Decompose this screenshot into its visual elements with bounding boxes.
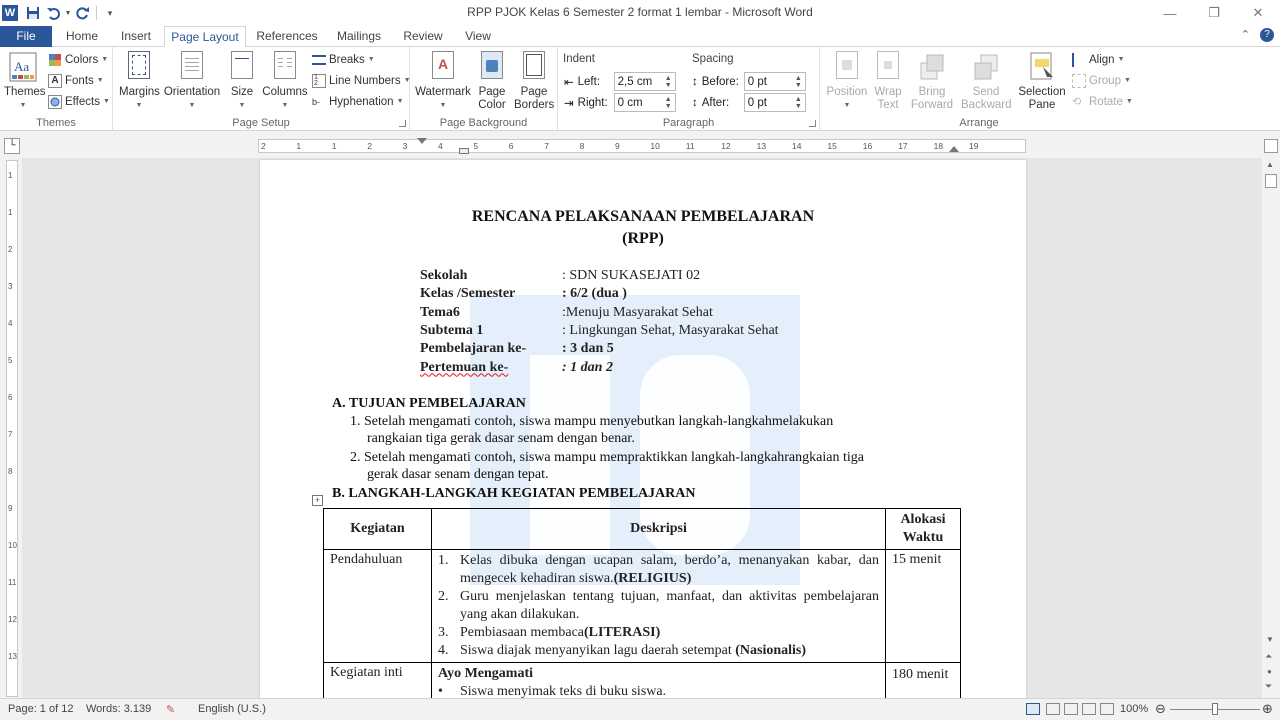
minimize-icon[interactable]: —: [1163, 5, 1177, 21]
size-button[interactable]: [225, 51, 259, 112]
list-item: [438, 683, 879, 698]
tab-references[interactable]: References: [256, 29, 318, 43]
fonts-caret-icon: ▼: [96, 77, 104, 84]
deskripsi-cell: [432, 663, 886, 699]
spacing-before-label: Before:: [701, 75, 739, 88]
ruler-number: 8: [579, 141, 585, 151]
margins-label: Margins: [119, 86, 160, 98]
indent-left-icon: ⇤: [564, 76, 574, 89]
help-icon[interactable]: ?: [1260, 28, 1274, 42]
effects-button[interactable]: [48, 93, 110, 111]
header-alokasi-waktu: Alokasi Waktu: [886, 509, 961, 550]
table-header-row: [324, 509, 961, 550]
page-setup-group: [113, 47, 410, 131]
first-line-indent-icon[interactable]: [417, 138, 427, 144]
ruler-number: 2: [261, 141, 266, 151]
document-page[interactable]: [260, 160, 1026, 698]
word-logo-icon[interactable]: W: [2, 5, 18, 21]
send-backward-label: Send Backward: [961, 86, 1012, 111]
ribbon-tabs: [0, 26, 1280, 47]
ruler-number: 14: [792, 141, 802, 151]
print-layout-view-icon[interactable]: [1026, 703, 1040, 715]
rotate-label: Rotate: [1089, 96, 1123, 108]
align-button[interactable]: [1072, 51, 1125, 69]
margins-button[interactable]: [119, 51, 159, 112]
ruler-number: 11: [685, 141, 695, 151]
watermark-button[interactable]: [414, 51, 472, 112]
rotate-caret-icon: ▼: [1125, 98, 1133, 105]
next-page-icon[interactable]: ⏷: [1265, 681, 1273, 691]
vertical-ruler-number: 11: [8, 578, 17, 587]
ruler-number: 9: [615, 141, 620, 151]
themes-group-label: Themes: [36, 117, 76, 129]
group-caret-icon: ▼: [1123, 77, 1131, 84]
breaks-caret-icon: ▼: [367, 56, 375, 63]
hyphenation-icon: b-: [312, 97, 321, 107]
identity-value: : 1 dan 2: [562, 359, 613, 375]
tujuan-number: 2.: [350, 450, 361, 465]
tab-view[interactable]: View: [465, 29, 491, 43]
breaks-button[interactable]: [312, 51, 375, 69]
list-item-number: 2.: [438, 589, 449, 604]
page-count[interactable]: Page: 1 of 12: [8, 703, 74, 715]
indent-left-input[interactable]: [614, 72, 676, 91]
align-label: Align: [1089, 54, 1115, 66]
columns-caret-icon: ▼: [281, 102, 289, 109]
spacing-before-row: [692, 72, 806, 91]
send-backward-icon: [971, 51, 1001, 83]
wrap-text-button[interactable]: [870, 51, 906, 112]
customize-qat-icon[interactable]: ▾: [107, 7, 113, 18]
orientation-button[interactable]: [163, 51, 221, 112]
colors-label: Colors: [65, 54, 99, 66]
themes-group: [0, 47, 113, 131]
position-button[interactable]: [824, 51, 870, 112]
close-icon[interactable]: ✕: [1252, 5, 1264, 20]
page-borders-button[interactable]: [512, 51, 556, 112]
undo-icon[interactable]: [44, 3, 62, 23]
save-icon[interactable]: [24, 3, 42, 23]
doc-title-line2: (RPP): [622, 230, 664, 247]
page-color-label: Page Color: [478, 86, 506, 111]
paragraph-launcher-icon[interactable]: [809, 120, 816, 127]
spacing-after-input[interactable]: [744, 93, 806, 112]
page-setup-launcher-icon[interactable]: [399, 120, 406, 127]
identity-label: Subtema 1: [420, 322, 484, 338]
tujuan-line: Setelah mengamati contoh, siswa mampu mempraktikkan langkah-langkahrangkaian tiga: [364, 450, 864, 465]
header-kegiatan: Kegiatan: [324, 509, 432, 550]
list-item-number: 4.: [438, 643, 449, 658]
orientation-caret-icon: ▼: [188, 102, 196, 109]
size-icon: [227, 51, 257, 83]
themes-icon: [8, 51, 38, 83]
ruler-number: 17: [898, 141, 908, 151]
zoom-out-icon[interactable]: ⊖: [1155, 701, 1166, 716]
rotate-icon: ⟲: [1072, 96, 1082, 108]
kegiatan-cell: Kegiatan inti: [324, 663, 432, 699]
ruler-number: 2: [367, 141, 372, 151]
margins-caret-icon: ▼: [135, 102, 143, 109]
full-screen-reading-icon[interactable]: [1046, 703, 1060, 715]
ruler-number: 18: [933, 141, 944, 151]
waktu-cell: 180 menit: [886, 663, 961, 699]
list-item-text: Siswa menyimak teks di buku siswa.: [460, 684, 667, 698]
list-item: [438, 588, 879, 624]
spacing-after-row: [692, 93, 806, 112]
wrap-text-label: Wrap Text: [874, 86, 902, 111]
list-item-text: Guru menjelaskan tentang tujuan, manfaat, dan aktivitas pembelajaran yang akan dilakukan.: [460, 589, 879, 622]
wrap-text-icon: [873, 51, 903, 83]
left-indent-icon[interactable]: [459, 148, 469, 154]
tab-insert[interactable]: Insert: [120, 29, 151, 43]
section-a-heading: A. TUJUAN PEMBELAJARAN: [332, 396, 526, 411]
rotate-button[interactable]: [1072, 93, 1133, 111]
section-b-heading: B. LANGKAH-LANGKAH KEGIATAN PEMBELAJARAN: [332, 486, 696, 501]
effects-icon: [48, 95, 62, 109]
vertical-ruler-number: 5: [8, 356, 13, 365]
indent-right-spinner-icon[interactable]: ▲ ▼: [664, 95, 672, 110]
indent-right-label: Right:: [577, 96, 608, 109]
list-item: [438, 624, 879, 642]
size-caret-icon: ▼: [238, 102, 246, 109]
list-item: [438, 552, 879, 588]
spacing-after-spinner-icon[interactable]: ▲ ▼: [794, 95, 802, 110]
indent-right-value: 0 cm: [617, 96, 643, 109]
ruler-number: 1: [331, 141, 337, 151]
horizontal-ruler[interactable]: [258, 139, 1026, 153]
window-controls: [1148, 0, 1280, 26]
right-indent-icon[interactable]: [949, 146, 959, 152]
vertical-ruler-number: 13: [8, 652, 17, 661]
vertical-ruler-number: 1: [8, 208, 13, 217]
list-item-tag: (RELIGIUS): [613, 571, 692, 586]
list-item-number: 3.: [438, 625, 449, 640]
page-background-group-label: Page Background: [439, 117, 528, 129]
vertical-ruler-number: 3: [8, 282, 13, 291]
identity-label: Tema6: [420, 304, 460, 320]
identity-label: Kelas /Semester: [420, 286, 516, 302]
ruler-number: 7: [544, 141, 549, 151]
qat-separator: [96, 6, 97, 20]
status-bar: [0, 698, 1280, 720]
redo-icon[interactable]: [74, 3, 92, 23]
page-borders-icon: [519, 51, 549, 83]
proofing-icon[interactable]: ✎: [166, 704, 176, 716]
ruler-number: 15: [827, 141, 837, 151]
undo-dropdown-icon[interactable]: ▼: [64, 9, 72, 17]
vertical-ruler-number: 7: [8, 430, 13, 439]
fonts-icon: A: [48, 74, 62, 88]
deskripsi-cell: [432, 550, 886, 663]
tab-mailings[interactable]: Mailings: [336, 29, 381, 43]
tab-selector-icon[interactable]: └: [4, 138, 20, 154]
ruler-number: 3: [402, 141, 408, 151]
columns-button[interactable]: [261, 51, 309, 112]
colors-caret-icon: ▼: [101, 56, 109, 63]
identity-label: Sekolah: [420, 268, 468, 283]
ruler-number: 5: [473, 141, 479, 151]
identity-value: : Lingkungan Sehat, Masyarakat Sehat: [562, 322, 779, 338]
indent-left-row: [564, 72, 676, 91]
watermark-label: Watermark: [415, 86, 471, 98]
collapse-ribbon-icon[interactable]: ⌃: [1240, 29, 1250, 41]
vertical-ruler-number: 2: [8, 245, 13, 254]
tab-file[interactable]: File: [0, 26, 52, 47]
quick-access-toolbar: [0, 0, 119, 26]
vertical-ruler-number: 8: [8, 467, 13, 476]
window-title: RPP PJOK Kelas 6 Semester 2 format 1 lembar - Microsoft Word: [467, 5, 813, 19]
svg-text:Aa: Aa: [14, 59, 30, 74]
scroll-thumb[interactable]: [1265, 174, 1277, 188]
previous-page-icon[interactable]: ⏶: [1265, 651, 1273, 661]
align-icon: [1072, 53, 1086, 67]
bring-forward-button[interactable]: [908, 51, 956, 112]
tujuan-line: Setelah mengamati contoh, siswa mampu menyebutkan langkah-langkahmelakukan: [364, 414, 834, 429]
ruler-number: 13: [756, 141, 767, 151]
watermark-icon: A: [428, 51, 458, 83]
tab-home[interactable]: Home: [65, 29, 98, 43]
vertical-ruler[interactable]: [6, 160, 18, 697]
doc-title-line1: RENCANA PELAKSANAAN PEMBELAJARAN: [471, 208, 815, 225]
list-item-text: Kelas dibuka dengan ucapan salam, berdo’a, menanyakan kabar, dan mengecek kehadiran siswa.(RELIGIUS): [460, 553, 879, 586]
colors-icon: [48, 53, 62, 67]
indent-right-input[interactable]: [614, 93, 676, 112]
ruler-number: 1: [296, 141, 302, 151]
vertical-scrollbar[interactable]: [1262, 158, 1280, 698]
selection-pane-button[interactable]: [1016, 51, 1068, 112]
group-button[interactable]: [1072, 72, 1131, 90]
position-caret-icon: ▼: [843, 102, 851, 109]
vertical-ruler-number: 10: [8, 541, 17, 550]
kegiatan-cell: Pendahuluan: [324, 550, 432, 663]
send-backward-button[interactable]: [960, 51, 1012, 112]
position-icon: [832, 51, 862, 83]
selection-pane-label: Selection Pane: [1018, 86, 1066, 111]
vertical-ruler-number: 1: [8, 171, 13, 180]
themes-caret-icon: ▼: [19, 102, 27, 109]
hyphenation-button[interactable]: [312, 93, 404, 111]
spacing-after-value: 0 pt: [747, 96, 767, 109]
zoom-in-icon[interactable]: ⊕: [1262, 701, 1273, 716]
orientation-icon: [177, 51, 207, 83]
hyphenation-caret-icon: ▼: [396, 98, 404, 105]
table-move-handle-icon[interactable]: +: [312, 495, 323, 506]
document-canvas: [22, 158, 1262, 698]
ruler-number: 19: [969, 141, 979, 151]
tujuan-line: gerak dasar senam dengan tepat.: [367, 467, 549, 482]
zoom-level[interactable]: 100%: [1120, 703, 1149, 715]
orientation-label: Orientation: [163, 86, 221, 98]
table-row: [324, 663, 961, 699]
list-item-text: Pembiasaan membaca(LITERASI): [460, 625, 661, 640]
columns-icon: [270, 51, 300, 83]
breaks-icon: [312, 55, 326, 65]
restore-icon[interactable]: ❐: [1208, 5, 1220, 20]
activity-table: [323, 508, 961, 698]
vertical-ruler-number: 4: [8, 319, 13, 328]
arrange-group: [820, 47, 1138, 131]
indent-left-spinner-icon[interactable]: ▲ ▼: [664, 74, 672, 89]
browse-object-icon[interactable]: ●: [1267, 667, 1272, 676]
title-bar: [0, 0, 1280, 26]
colors-button[interactable]: [48, 51, 108, 69]
vertical-ruler-number: 6: [8, 393, 13, 402]
zoom-slider-knob[interactable]: [1212, 703, 1218, 715]
list-item-tag: (Nasionalis): [735, 643, 807, 658]
spacing-title: Spacing: [692, 53, 734, 65]
list-item-tag: (LITERASI): [584, 625, 661, 640]
line-numbers-label: Line Numbers: [329, 75, 401, 87]
identity-label: Pembelajaran ke-: [420, 341, 527, 357]
bring-forward-icon: [917, 51, 947, 83]
page-color-icon: [477, 51, 507, 83]
align-caret-icon: ▼: [1117, 56, 1125, 63]
line-numbers-caret-icon: ▼: [403, 77, 411, 84]
vertical-ruler-number: 12: [8, 615, 17, 624]
identity-value: :Menuju Masyarakat Sehat: [562, 304, 713, 320]
columns-label: Columns: [262, 86, 308, 98]
arrange-group-label: Arrange: [959, 117, 999, 129]
view-ruler-icon[interactable]: [1264, 139, 1278, 153]
outline-view-icon[interactable]: [1082, 703, 1096, 715]
group-label: Group: [1089, 75, 1121, 87]
spacing-before-input[interactable]: [744, 72, 806, 91]
language-status[interactable]: English (U.S.): [198, 703, 266, 715]
indent-title: Indent: [563, 53, 595, 65]
list-item: [438, 642, 879, 660]
hyphenation-label: Hyphenation: [329, 96, 394, 108]
fonts-label: Fonts: [65, 75, 94, 87]
ribbon-options: [1241, 28, 1274, 42]
group-icon: [1072, 74, 1086, 88]
themes-button[interactable]: [4, 51, 46, 112]
identity-value: : SDN SUKASEJATI 02: [562, 268, 701, 283]
indent-left-value: 2,5 cm: [617, 75, 653, 88]
position-label: Position: [826, 86, 868, 98]
list-item-text: Siswa diajak menyanyikan lagu daerah setempat (Nasionalis): [460, 643, 807, 658]
ruler-number: 10: [650, 141, 660, 151]
size-label: Size: [230, 86, 254, 98]
ribbon: [0, 47, 1280, 131]
spacing-after-label: After:: [701, 96, 730, 109]
themes-label: Themes: [4, 86, 46, 98]
page-color-button[interactable]: [472, 51, 512, 112]
watermark-caret-icon: ▼: [439, 102, 447, 109]
ruler-number: 16: [862, 141, 873, 151]
table-row: [324, 550, 961, 663]
line-numbers-button[interactable]: [312, 72, 411, 90]
scroll-down-icon[interactable]: ▼: [1266, 635, 1274, 644]
header-deskripsi: Deskripsi: [432, 509, 886, 550]
spacing-before-value: 0 pt: [747, 75, 767, 88]
paragraph-group: [558, 47, 820, 131]
ayo-mengamati-heading: Ayo Mengamati: [438, 666, 533, 681]
word-count[interactable]: Words: 3.139: [86, 703, 152, 715]
tab-page-layout[interactable]: Page Layout: [164, 26, 246, 48]
page-background-group: [410, 47, 558, 131]
indent-right-row: [564, 93, 676, 112]
page-setup-group-label: Page Setup: [232, 117, 290, 129]
breaks-label: Breaks: [329, 54, 365, 66]
scroll-up-icon[interactable]: ▲: [1266, 160, 1274, 169]
ruler-number: 6: [508, 141, 514, 151]
fonts-button[interactable]: [48, 72, 104, 90]
bring-forward-label: Bring Forward: [910, 86, 954, 111]
tujuan-line: rangkaian tiga gerak dasar senam dengan benar.: [367, 431, 635, 446]
spacing-before-icon: ↕: [692, 75, 698, 88]
waktu-cell: 15 menit: [886, 550, 961, 663]
margins-icon: [124, 51, 154, 83]
effects-caret-icon: ▼: [102, 98, 110, 105]
draft-view-icon[interactable]: [1100, 703, 1114, 715]
spacing-after-icon: ↕: [692, 96, 698, 109]
identity-value: : 3 dan 5: [562, 341, 614, 357]
list-item-number: •: [438, 684, 443, 698]
vertical-ruler-number: 9: [8, 504, 13, 513]
web-layout-icon[interactable]: [1064, 703, 1078, 715]
indent-right-icon: ⇥: [564, 97, 574, 110]
ruler-number: 12: [721, 141, 731, 151]
tab-review[interactable]: Review: [403, 29, 443, 43]
line-numbers-icon: 1 2: [312, 74, 326, 88]
spacing-before-spinner-icon[interactable]: ▲ ▼: [794, 74, 802, 89]
tujuan-number: 1.: [350, 414, 361, 429]
identity-label: Pertemuan ke-: [420, 359, 509, 375]
list-item-number: 1.: [438, 553, 449, 568]
ruler-number: 4: [438, 141, 443, 151]
paragraph-group-label: Paragraph: [662, 117, 715, 129]
indent-left-label: Left:: [577, 75, 601, 88]
selection-pane-icon: [1027, 51, 1057, 83]
effects-label: Effects: [65, 96, 100, 108]
page-borders-label: Page Borders: [514, 86, 555, 111]
identity-value: : 6/2 (dua ): [562, 286, 627, 302]
